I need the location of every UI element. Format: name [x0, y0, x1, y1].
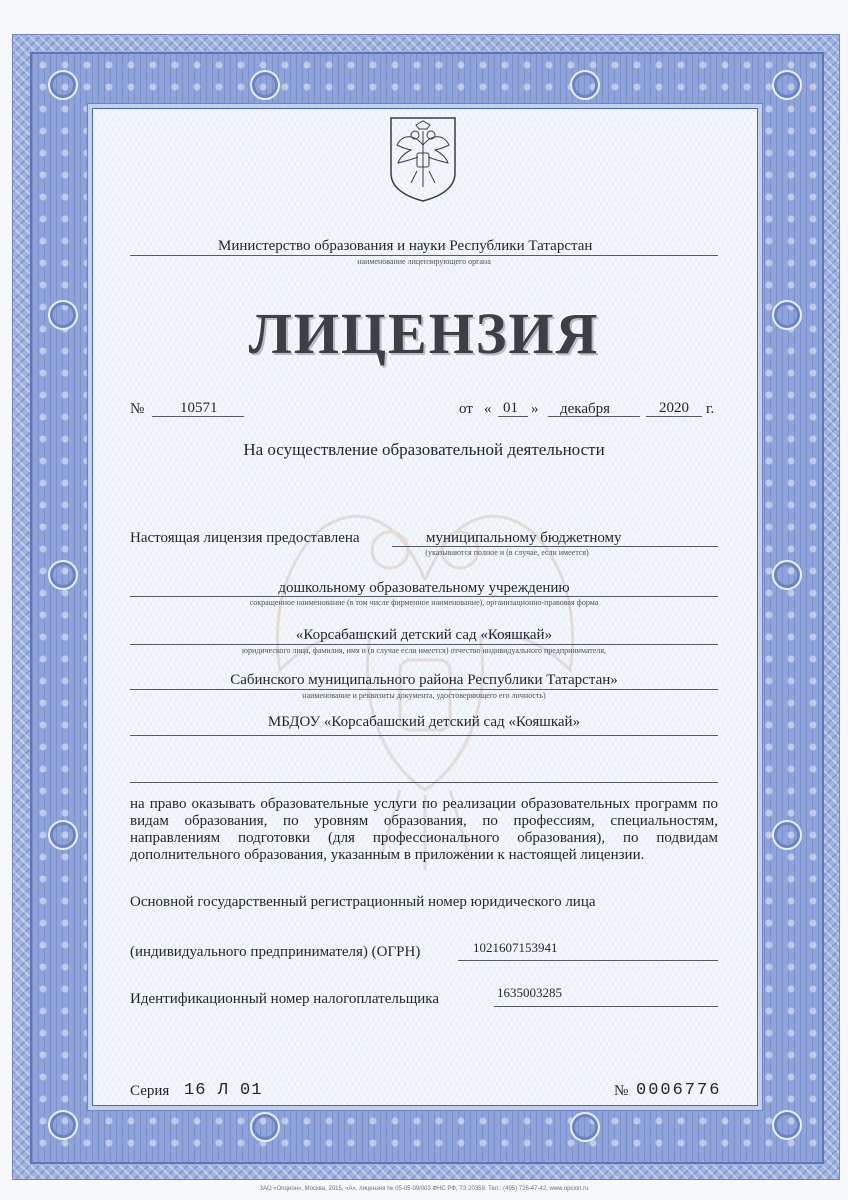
border-ornament-icon	[48, 820, 78, 850]
grantee-intro: Настоящая лицензия предоставлена	[130, 530, 360, 546]
border-ornament-icon	[772, 1110, 802, 1140]
grantee-caption-1: (указываются полное и (в случае, если имеется)	[425, 548, 589, 557]
border-ornament-icon	[570, 1112, 600, 1142]
date-from-label: от	[459, 401, 473, 417]
border-ornament-icon	[250, 1112, 280, 1142]
underline	[130, 255, 718, 256]
series-value: 16 Л 01	[184, 1081, 263, 1100]
grantee-caption-3: юридического лица, фамилия, имя и (в случае если имеется) отчество индивидуального предпринимателя,	[241, 646, 607, 655]
licensing-authority-name: Министерство образования и науки Республики Татарстан	[218, 238, 593, 254]
number-prefix: №	[130, 401, 145, 417]
license-number: 10571	[180, 400, 218, 416]
inn-label: Идентификационный номер налогоплательщика	[130, 991, 440, 1007]
border-ornament-icon	[570, 70, 600, 100]
border-ornament-icon	[48, 1110, 78, 1140]
underline	[130, 782, 718, 783]
date-year: 2020	[659, 400, 689, 416]
border-ornament-icon	[250, 70, 280, 100]
underline	[130, 689, 718, 690]
inn-value: 1635003285	[497, 985, 562, 1000]
document-title: ЛИЦЕНЗИЯ	[248, 301, 600, 366]
ogrn-label-line-1: Основной государственный регистрационный номер юридического лица	[130, 894, 596, 910]
quote-open: «	[484, 401, 492, 417]
border-ornament-icon	[48, 70, 78, 100]
rights-paragraph: на право оказывать образовательные услуги по реализации образовательных программ по видам образования, по уровням образования, по профессиям, специальностям, направлениям подготовки (для профессионального образования), по подвидам дополнительного образования, указанным в приложении к настоящей лицензии.	[130, 796, 718, 863]
underline	[458, 960, 718, 961]
border-ornament-icon	[772, 70, 802, 100]
underline	[494, 1006, 718, 1007]
grantee-line-3: «Корсабашский детский сад «Кояшкай»	[295, 627, 553, 643]
license-subject: На осуществление образовательной деятельности	[243, 440, 605, 459]
date-day: 01	[503, 400, 518, 416]
border-ornament-icon	[772, 820, 802, 850]
blank-number-label: №	[614, 1083, 629, 1099]
grantee-caption-2: сокращенное наименование (в том числе фирменное наименование), организационно-правовая форма	[249, 598, 599, 607]
grantee-line-1: муниципальному бюджетному	[426, 530, 622, 546]
underline	[130, 644, 718, 645]
licensing-authority-caption: наименование лицензирующего органа	[357, 257, 491, 266]
blank-number-value: 0006776	[636, 1081, 722, 1100]
year-suffix: г.	[706, 401, 715, 417]
underline	[130, 735, 718, 736]
date-month: декабря	[560, 401, 611, 417]
series-label: Серия	[130, 1083, 170, 1099]
ogrn-label-line-2: (индивидуального предпринимателя) (ОГРН)	[130, 944, 421, 960]
coat-of-arms-icon	[388, 115, 458, 203]
grantee-short-name: МБДОУ «Корсабашский детский сад «Кояшкай»	[267, 714, 581, 730]
grantee-line-2: дошкольному образовательному учреждению	[278, 580, 570, 596]
quote-close: »	[531, 401, 539, 417]
ogrn-value: 1021607153941	[473, 940, 558, 955]
printer-imprint: ЗАО «Опцион», Москва, 2015, «А», лицензия № 05-05-09/003 ФНС РФ, ТЗ 20359. Тел.: (495) 726-47-42, www.opcion.ru	[259, 1186, 589, 1192]
grantee-line-4: Сабинского муниципального района Республики Татарстан»	[230, 672, 618, 688]
grantee-caption-4: наименование и реквизиты документа, удостоверяющего его личность)	[302, 691, 546, 700]
